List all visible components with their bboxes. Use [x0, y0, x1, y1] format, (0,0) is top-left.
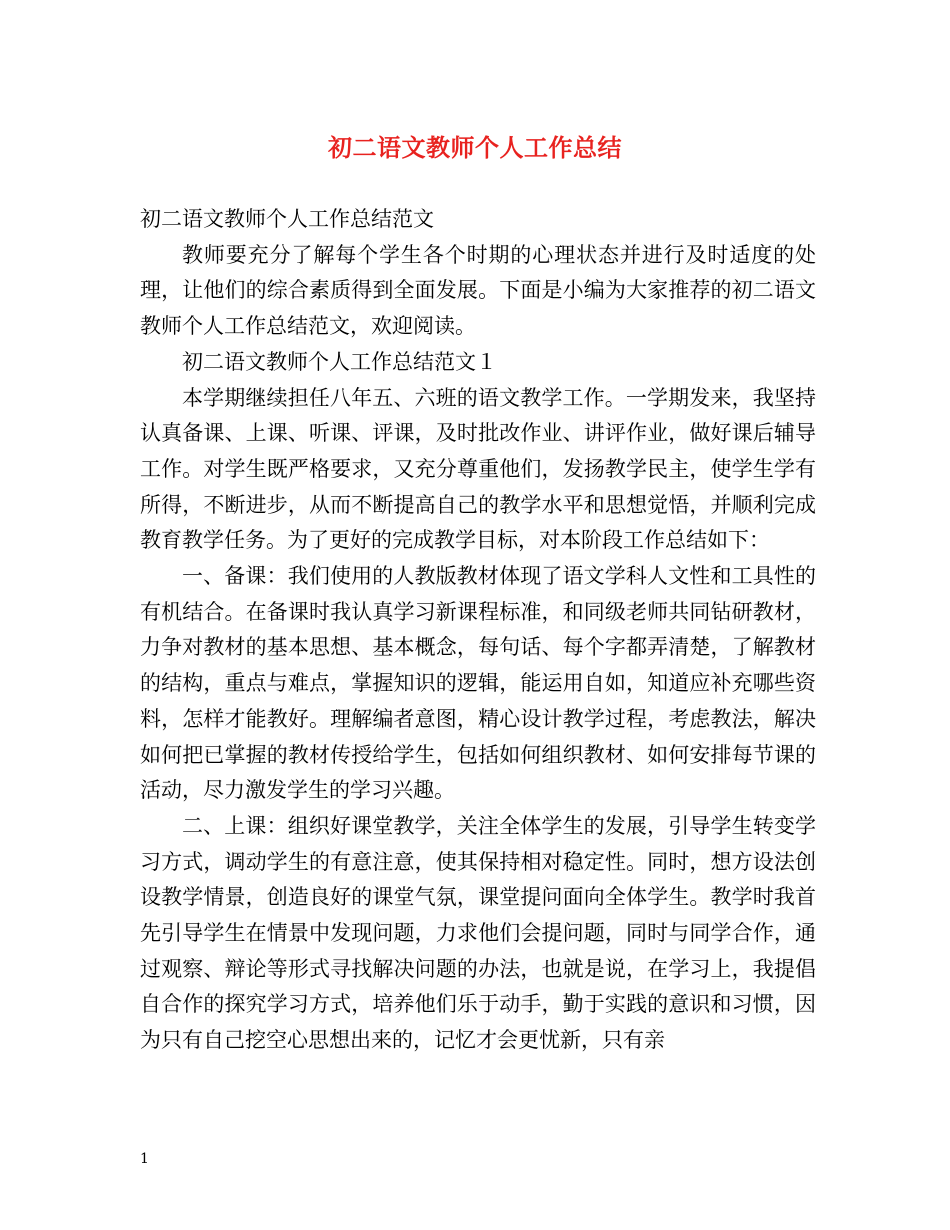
body-paragraph: 二、上课：组织好课堂教学，关注全体学生的发展，引导学生转变学习方式，调动学生的有意注意，使其保持相对稳定性。同时，想方设法创设教学情景，创造良好的课堂气氛，课堂提问面向全体学生。教学时我首先引导学生在情景中发现问题，力求他们会提问题，同时与同学合作，通过观察、辩论等形式寻找解决问题的办法，也就是说，在学习上，我提倡自合作的探究学习方式，培养他们乐于动手，勤于实践的意识和习惯，因为只有自己挖空心思想出来的，记忆才会更忧新，只有亲 [140, 813, 816, 1053]
intro-paragraph: 教师要充分了解每个学生各个时期的心理状态并进行及时适度的处理，让他们的综合素质得到全面发展。下面是小编为大家推荐的初二语文教师个人工作总结范文，欢迎阅读。 [140, 242, 816, 339]
body-paragraph: 本学期继续担任八年五、六班的语文教学工作。一学期发来，我坚持认真备课、上课、听课、评课，及时批改作业、讲评作业，做好课后辅导工作。对学生既严格要求，又充分尊重他们，发扬教学民主，使学生学有所得，不断进步，从而不断提高自己的教学水平和思想觉悟，并顺利完成教育教学任务。为了更好的完成教学目标，对本阶段工作总结如下： [140, 385, 816, 553]
document-body [140, 202, 816, 1059]
subtitle-paragraph: 初二语文教师个人工作总结范文 [140, 207, 434, 231]
body-paragraph: 一、备课：我们使用的人教版教材体现了语文学科人文性和工具性的有机结合。在备课时我认真学习新课程标准，和同级老师共同钻研教材，力争对教材的基本思想、基本概念，每句话、每个字都弄清楚，了解教材的结构，重点与难点，掌握知识的逻辑，能运用自如，知道应补充哪些资料，怎样才能教好。理解编者意图，精心设计教学过程，考虑教法，解决如何把已掌握的教材传授给学生，包括如何组织教材、如何安排每节课的活动，尽力激发学生的学习兴趣。 [140, 564, 816, 803]
section-heading-paragraph: 初二语文教师个人工作总结范文１ [182, 349, 497, 374]
document-title: 初二语文教师个人工作总结 [328, 133, 622, 162]
page-number: 1 [140, 1151, 149, 1167]
